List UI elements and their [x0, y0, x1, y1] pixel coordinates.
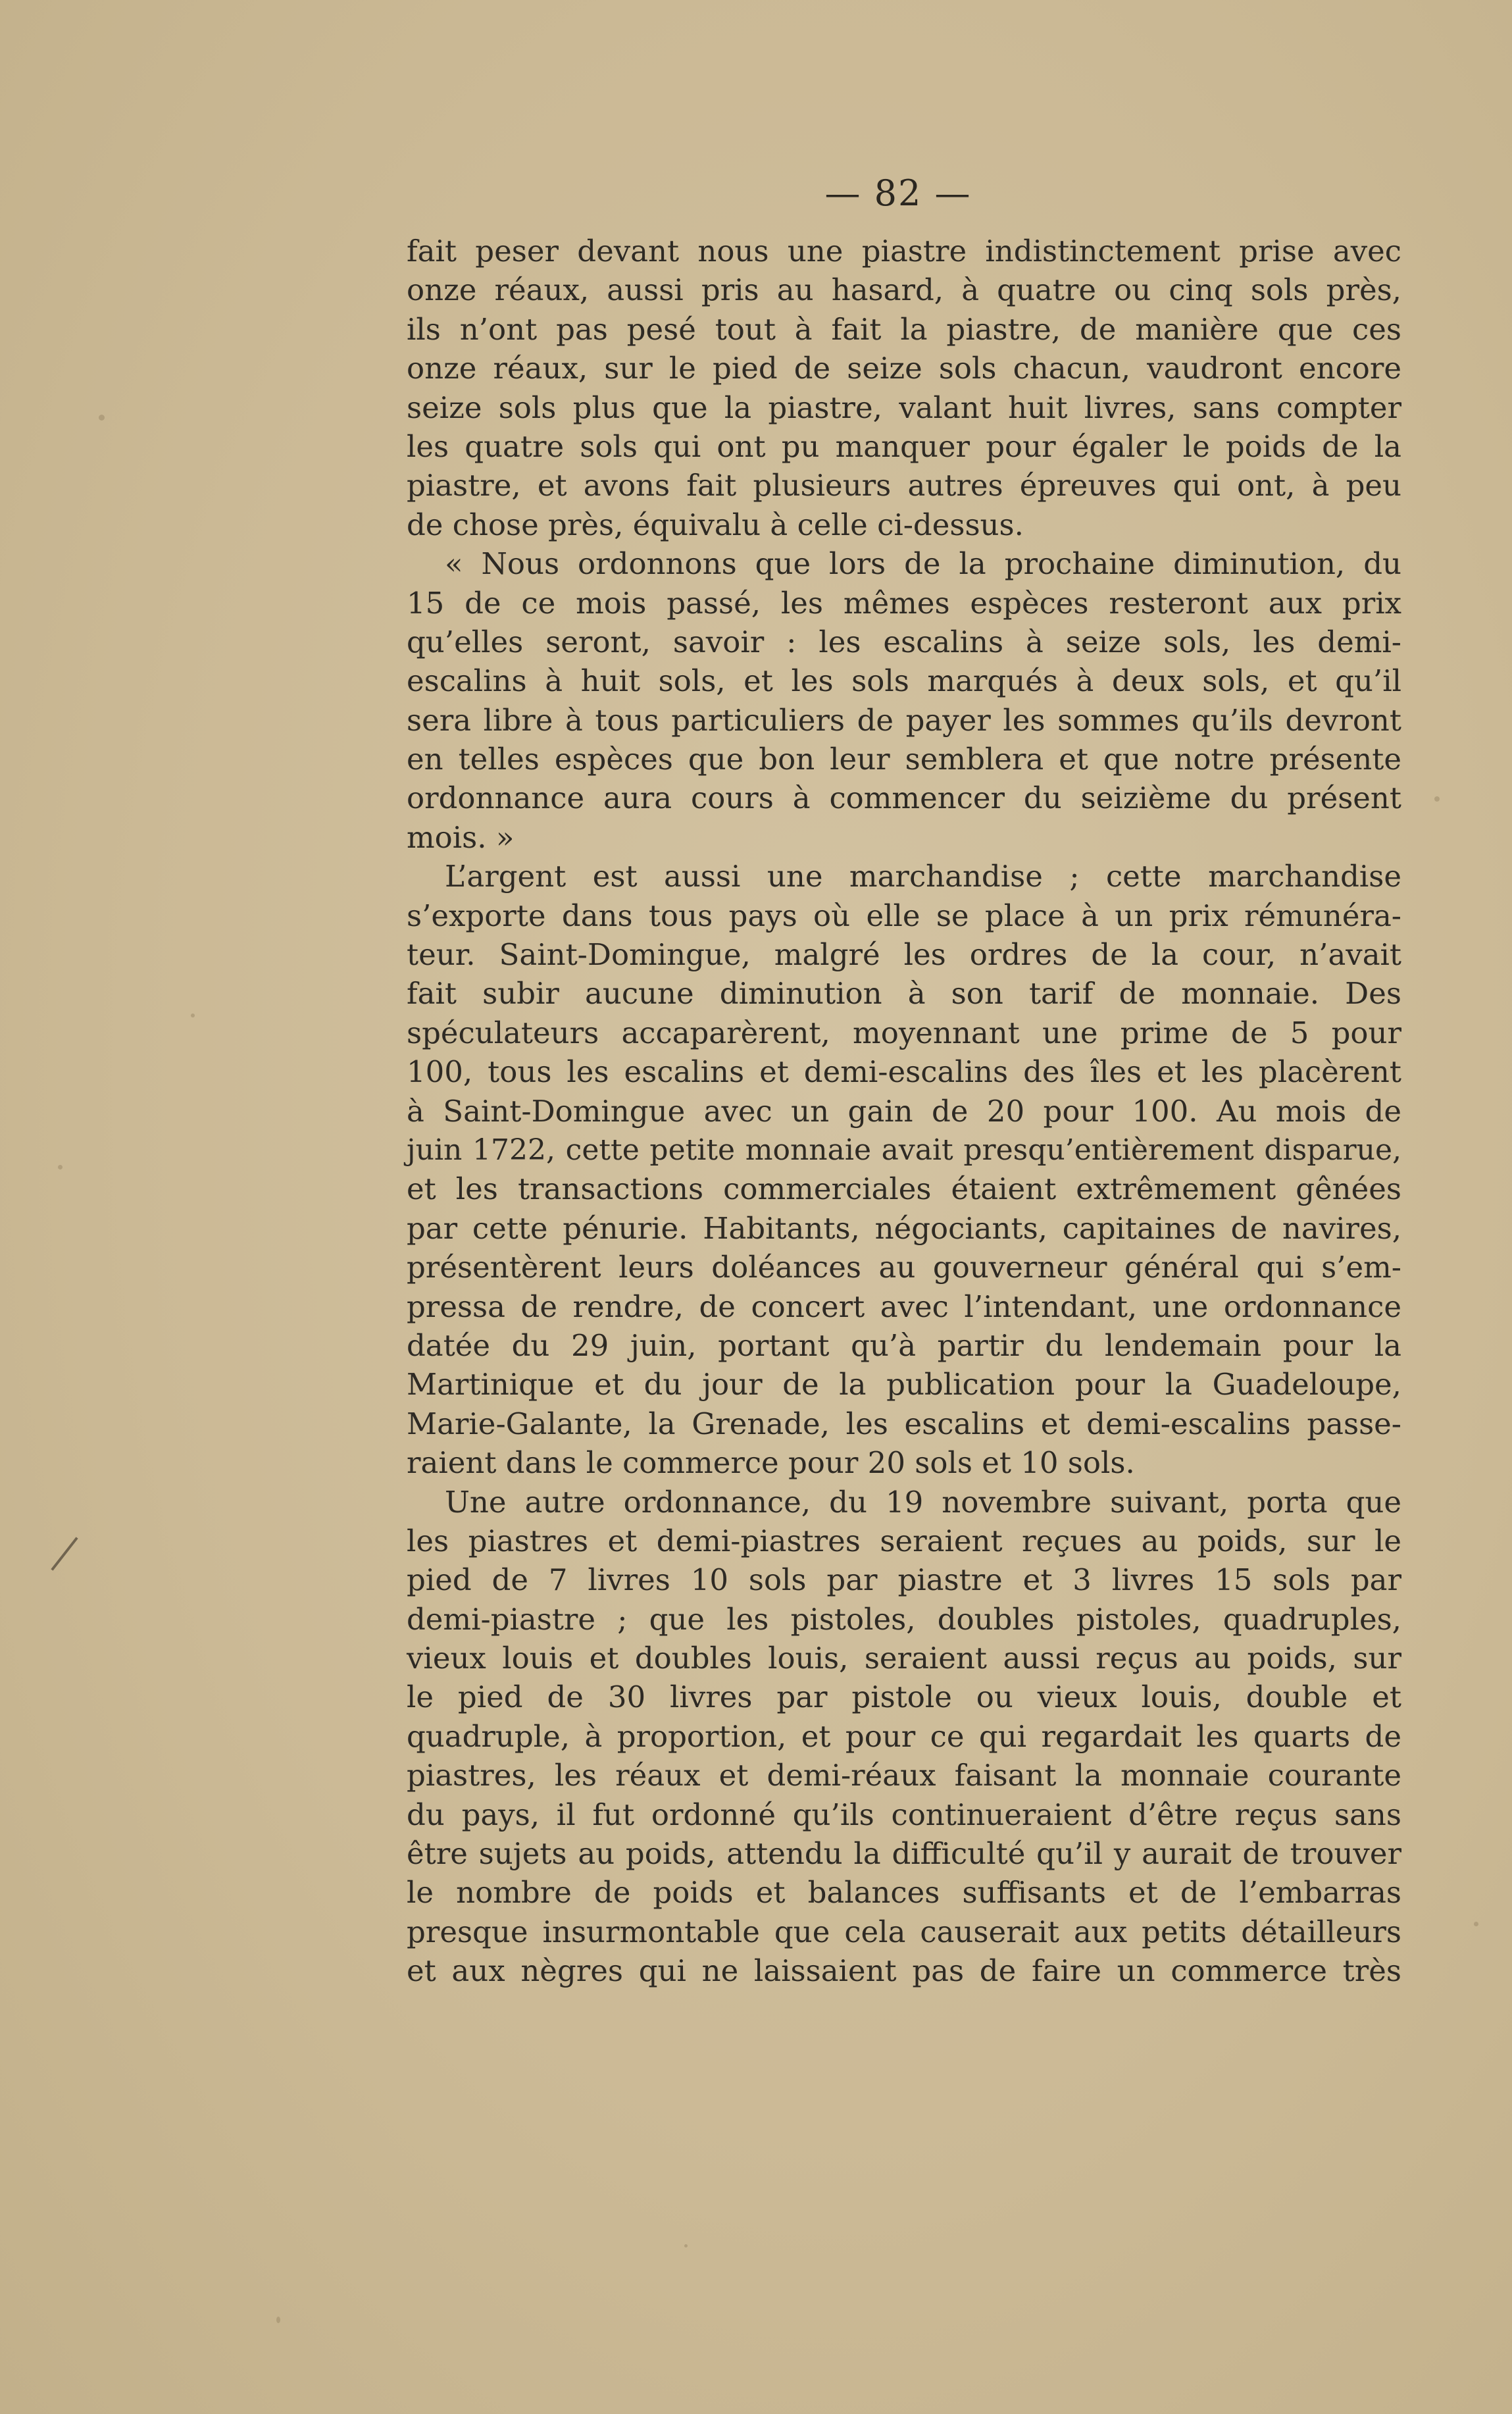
text-line: s’exporte dans tous pays où elle se place à un prix rémunéra-: [407, 898, 1401, 933]
page-number: — 82 —: [824, 172, 972, 214]
text-line: Martinique et du jour de la publication pour la Guadeloupe,: [407, 1367, 1401, 1402]
text-line: piastres, les réaux et demi-réaux faisant la monnaie courante: [407, 1758, 1401, 1793]
text-line: ils n’ont pas pesé tout à fait la piastre, de manière que ces: [407, 311, 1401, 347]
text-line: presque insurmontable que cela causerait aux petits détailleurs: [407, 1914, 1401, 1949]
text-line: par cette pénurie. Habitants, négociants, capitaines de navires,: [407, 1210, 1401, 1246]
paper-speck: [1474, 1922, 1478, 1926]
text-line: le nombre de poids et balances suffisants et de l’embarras: [407, 1875, 1401, 1911]
text-line: teur. Saint-Domingue, malgré les ordres de la cour, n’avait: [407, 937, 1401, 973]
paper-speck: [684, 2244, 688, 2247]
text-line: escalins à huit sols, et les sols marqués à deux sols, et qu’il: [407, 663, 1401, 699]
paper-speck: [58, 1165, 63, 1169]
text-line: sera libre à tous particuliers de payer les sommes qu’ils devront: [407, 702, 1401, 738]
text-line: datée du 29 juin, portant qu’à partir du lendemain pour la: [407, 1327, 1401, 1363]
text-line: quadruple, à proportion, et pour ce qui regardait les quarts de: [407, 1718, 1401, 1754]
text-line: vieux louis et doubles louis, seraient aussi reçus au poids, sur: [407, 1641, 1401, 1676]
text-line: en telles espèces que bon leur semblera et que notre présente: [407, 742, 1401, 777]
text-line: être sujets au poids, attendu la difficulté qu’il y aurait de trouver: [407, 1836, 1401, 1872]
text-line: L’argent est aussi une marchandise ; cette marchandise: [445, 859, 1401, 894]
text-line: et les transactions commerciales étaient extrêmement gênées: [407, 1171, 1401, 1207]
body-text: [407, 232, 1401, 1991]
paper-speck: [99, 415, 105, 421]
text-line: 15 de ce mois passé, les mêmes espèces resteront aux prix: [407, 585, 1401, 621]
text-line: mois. »: [407, 819, 515, 855]
text-line: seize sols plus que la piastre, valant huit livres, sans compter: [407, 390, 1401, 425]
text-line: juin 1722, cette petite monnaie avait presqu’entièrement disparue,: [407, 1133, 1401, 1167]
text-line: à Saint-Domingue avec un gain de 20 pour 100. Au mois de: [407, 1093, 1401, 1129]
text-line: 100, tous les escalins et demi-escalins des îles et les placèrent: [407, 1054, 1401, 1090]
text-line: qu’elles seront, savoir : les escalins à seize sols, les demi-: [407, 624, 1401, 659]
text-line: et aux nègres qui ne laissaient pas de faire un commerce très: [407, 1953, 1401, 1989]
text-line: Marie-Galante, la Grenade, les escalins et demi-escalins passe-: [407, 1406, 1401, 1441]
paper-speck: [191, 1014, 195, 1017]
text-line: fait peser devant nous une piastre indistinctement prise avec: [407, 234, 1401, 269]
text-line: présentèrent leurs doléances au gouverneur général qui s’em-: [407, 1250, 1401, 1285]
text-line: les quatre sols qui ont pu manquer pour égaler le poids de la: [407, 428, 1401, 464]
text-line: de chose près, équivalu à celle ci-dessus.: [407, 507, 1024, 542]
text-line: onze réaux, aussi pris au hasard, à quatre ou cinq sols près,: [407, 272, 1401, 308]
text-line: pied de 7 livres 10 sols par piastre et 3 livres 15 sols par: [407, 1562, 1401, 1598]
text-line: piastre, et avons fait plusieurs autres épreuves qui ont, à peu: [407, 468, 1401, 503]
text-line: le pied de 30 livres par pistole ou vieux louis, double et: [407, 1680, 1401, 1715]
text-line: fait subir aucune diminution à son tarif de monnaie. Des: [407, 976, 1401, 1012]
text-line: demi-piastre ; que les pistoles, doubles pistoles, quadruples,: [407, 1601, 1401, 1637]
paper-speck: [276, 2317, 280, 2323]
text-line: « Nous ordonnons que lors de la prochaine diminution, du: [445, 546, 1401, 582]
paper-speck: [1434, 796, 1440, 802]
text-line: spéculateurs accaparèrent, moyennant une prime de 5 pour: [407, 1015, 1401, 1050]
text-line: Une autre ordonnance, du 19 novembre suivant, porta que: [445, 1484, 1401, 1520]
margin-mark: [51, 1537, 78, 1570]
text-line: ordonnance aura cours à commencer du seizième du présent: [407, 781, 1401, 816]
text-line: les piastres et demi-piastres seraient reçues au poids, sur le: [407, 1523, 1401, 1558]
text-line: du pays, il fut ordonné qu’ils continueraient d’être reçus sans: [407, 1797, 1401, 1832]
text-line: pressa de rendre, de concert avec l’intendant, une ordonnance: [407, 1289, 1401, 1324]
text-line: raient dans le commerce pour 20 sols et 10 sols.: [407, 1445, 1135, 1481]
text-line: onze réaux, sur le pied de seize sols chacun, vaudront encore: [407, 351, 1401, 386]
